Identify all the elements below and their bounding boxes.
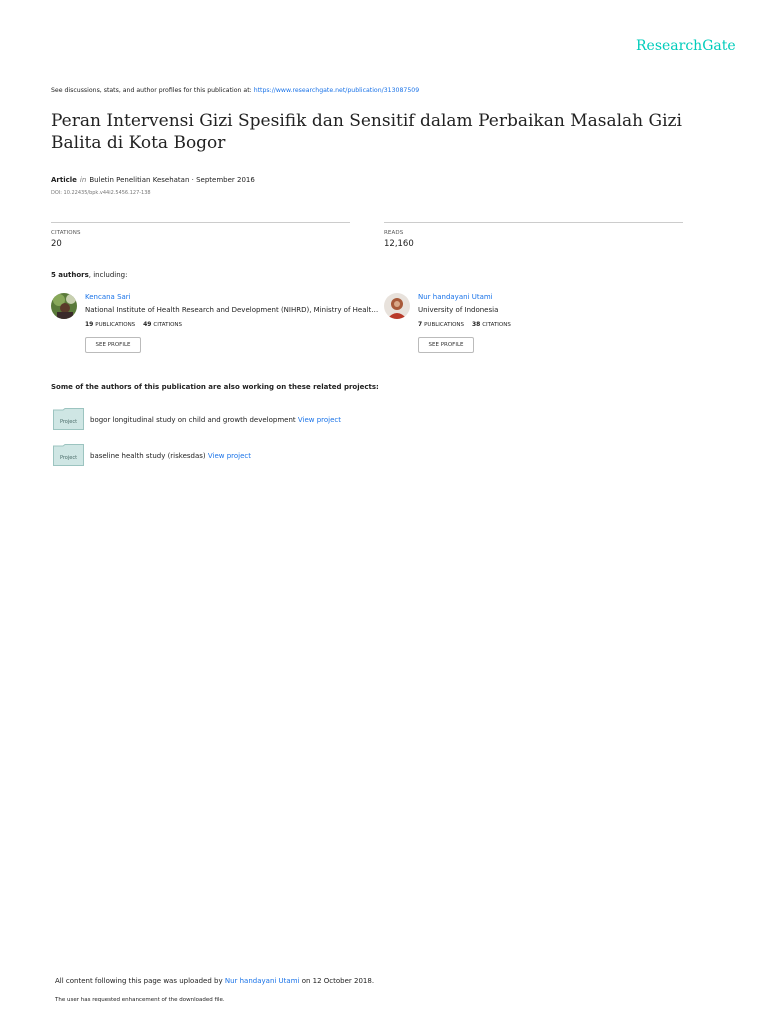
project-folder-icon [53,408,84,430]
author-name-kencana-sari[interactable]: Kencana Sari [85,293,131,301]
author-citations-label: CITATIONS [153,322,183,328]
discussion-line [51,87,419,94]
enhancement-note: The user has requested enhancement of the downloaded file. [55,997,225,1003]
publication-link[interactable]: https://www.researchgate.net/publication/313087509 [253,87,420,94]
page-title [51,110,731,154]
project-icon-label: Project [59,455,78,461]
article-meta [51,176,255,184]
project-icon-label: Project [59,419,78,425]
reads-label: READS [384,230,404,236]
see-profile-button[interactable]: SEE PROFILE [85,337,141,353]
title-line-2: Balita di Kota Bogor [51,133,226,153]
authors-including: , including: [88,271,128,279]
related-projects-heading: Some of the authors of this publication are also working on these related projects: [51,383,379,391]
view-project-link[interactable]: View project [207,452,252,460]
author-name-nur-handayani-utami[interactable]: Nur handayani Utami [418,293,493,301]
publications-label: PUBLICATIONS [424,322,465,328]
avatar-photo [51,293,77,319]
citations-count: 20 [51,239,62,249]
author-citations-count: 38 [471,321,481,328]
upload-suffix: on 12 October 2018. [299,977,375,985]
view-project-link[interactable]: View project [297,416,342,424]
project-folder-icon [53,444,84,466]
authors-heading [51,271,127,279]
divider-right [384,222,683,223]
project-name: baseline health study (riskesdas) [90,452,206,460]
see-profile-button[interactable]: SEE PROFILE [418,337,474,353]
publications-label: PUBLICATIONS [95,322,136,328]
divider-left [51,222,350,223]
author-avatar[interactable] [51,293,77,319]
author-citations-label: CITATIONS [482,322,511,328]
publications-count: 7 [418,321,423,328]
discussion-prefix: See discussions, stats, and author profiles for this publication at: [51,87,254,94]
uploader-link[interactable]: Nur handayani Utami [224,977,300,985]
project-item [90,416,341,424]
upload-note [55,977,374,985]
article-venue: Buletin Penelitian Kesehatan · September 2016 [89,176,255,184]
author-stats [85,321,188,328]
publications-count: 19 [85,321,94,328]
project-name: bogor longitudinal study on child and growth development [90,416,296,424]
author-affiliation: University of Indonesia [418,306,499,314]
article-type: Article [51,176,77,184]
author-avatar[interactable] [384,293,410,319]
reads-count: 12,160 [384,239,414,249]
author-stats [418,321,517,328]
citations-label: CITATIONS [51,230,81,236]
authors-count: 5 authors [51,271,89,279]
doi: DOI: 10.22435/bpk.v44i2.5456.127-138 [51,190,151,196]
researchgate-logo[interactable]: ResearchGate [636,38,736,54]
avatar-photo [384,293,410,319]
project-item [90,452,251,460]
author-citations-count: 49 [143,321,152,328]
in-word: in [79,176,87,184]
title-line-1: Peran Intervensi Gizi Spesifik dan Sensitif dalam Perbaikan Masalah Gizi [51,111,682,131]
author-affiliation: National Institute of Health Research and Development (NIHRD), Ministry of Healt… [85,306,379,314]
upload-prefix: All content following this page was uploaded by [55,977,225,985]
